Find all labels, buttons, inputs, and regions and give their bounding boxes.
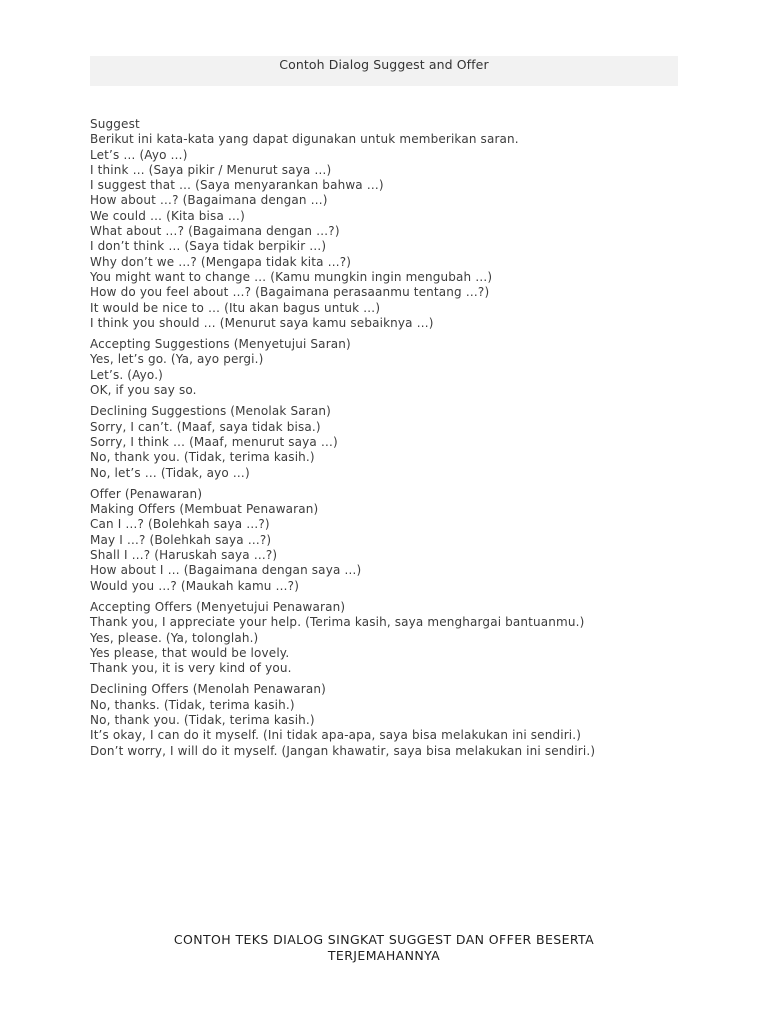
- text-line: Thank you, it is very kind of you.: [90, 661, 292, 676]
- text-line: It’s okay, I can do it myself. (Ini tidak apa-apa, saya bisa melakukan ini sendiri.): [90, 728, 582, 743]
- text-line: Thank you, I appreciate your help. (Terima kasih, saya menghargai bantuanmu.): [90, 615, 585, 630]
- text-line: OK, if you say so.: [90, 383, 197, 398]
- text-line: It would be nice to … (Itu akan bagus untuk …): [90, 300, 381, 315]
- text-line: Berikut ini kata-kata yang dapat digunakan untuk memberikan saran.: [90, 132, 519, 147]
- text-line: Let’s … (Ayo …): [90, 147, 188, 162]
- text-line: May I …? (Bolehkah saya …?): [90, 532, 272, 547]
- text-line: Yes, please. (Ya, tolonglah.): [90, 630, 259, 645]
- text-line: No, thanks. (Tidak, terima kasih.): [90, 697, 295, 712]
- document-title: Contoh Dialog Suggest and Offer: [279, 57, 489, 72]
- section-heading-line: Declining Suggestions (Menolak Saran): [90, 404, 331, 419]
- text-line: No, thank you. (Tidak, terima kasih.): [90, 450, 315, 465]
- text-section: [90, 600, 710, 676]
- text-line: No, let’s … (Tidak, ayo …): [90, 465, 250, 480]
- text-line: Shall I …? (Haruskah saya …?): [90, 548, 278, 563]
- text-line: I suggest that … (Saya menyarankan bahwa …): [90, 178, 384, 193]
- text-line: How do you feel about …? (Bagaimana perasaanmu tentang …?): [90, 285, 490, 300]
- text-line: Let’s. (Ayo.): [90, 367, 164, 382]
- section-heading-line: Accepting Offers (Menyetujui Penawaran): [90, 599, 346, 614]
- text-line: Why don’t we …? (Mengapa tidak kita …?): [90, 254, 352, 269]
- document-footer-caption: [0, 932, 768, 964]
- text-line: How about …? (Bagaimana dengan …): [90, 193, 328, 208]
- text-line: How about I … (Bagaimana dengan saya …): [90, 563, 362, 578]
- text-line: Yes please, that would be lovely.: [90, 645, 290, 660]
- text-line: Would you …? (Maukah kamu …?): [90, 578, 300, 593]
- text-line: Making Offers (Membuat Penawaran): [90, 502, 319, 517]
- text-line: I think … (Saya pikir / Menurut saya …): [90, 162, 332, 177]
- text-section: [90, 337, 710, 398]
- footer-caption-line-1: CONTOH TEKS DIALOG SINGKAT SUGGEST DAN OFFER BESERTA: [173, 932, 595, 947]
- text-section: [90, 487, 710, 594]
- text-line: Yes, let’s go. (Ya, ayo pergi.): [90, 352, 264, 367]
- text-line: Can I …? (Bolehkah saya …?): [90, 517, 270, 532]
- text-section: [90, 682, 710, 758]
- text-line: No, thank you. (Tidak, terima kasih.): [90, 712, 315, 727]
- section-heading-line: Offer (Penawaran): [90, 486, 203, 501]
- section-heading-line: Declining Offers (Menolah Penawaran): [90, 682, 326, 697]
- text-section: [90, 117, 710, 331]
- text-line: You might want to change … (Kamu mungkin ingin mengubah …): [90, 269, 493, 284]
- text-line: What about …? (Bagaimana dengan …?): [90, 224, 340, 239]
- text-line: Sorry, I can’t. (Maaf, saya tidak bisa.): [90, 419, 321, 434]
- text-section: [90, 404, 710, 480]
- footer-caption-line-2: TERJEMAHANNYA: [327, 948, 441, 963]
- text-line: Sorry, I think … (Maaf, menurut saya …): [90, 434, 338, 449]
- document-title-bar: [90, 56, 678, 86]
- text-line: I don’t think … (Saya tidak berpikir …): [90, 239, 327, 254]
- document-body: [90, 117, 710, 765]
- section-heading-line: Suggest: [90, 117, 140, 131]
- text-line: We could … (Kita bisa …): [90, 208, 245, 223]
- text-line: Don’t worry, I will do it myself. (Jangan khawatir, saya bisa melakukan ini sendiri.): [90, 743, 596, 758]
- text-line: I think you should … (Menurut saya kamu sebaiknya …): [90, 315, 434, 330]
- section-heading-line: Accepting Suggestions (Menyetujui Saran): [90, 337, 351, 352]
